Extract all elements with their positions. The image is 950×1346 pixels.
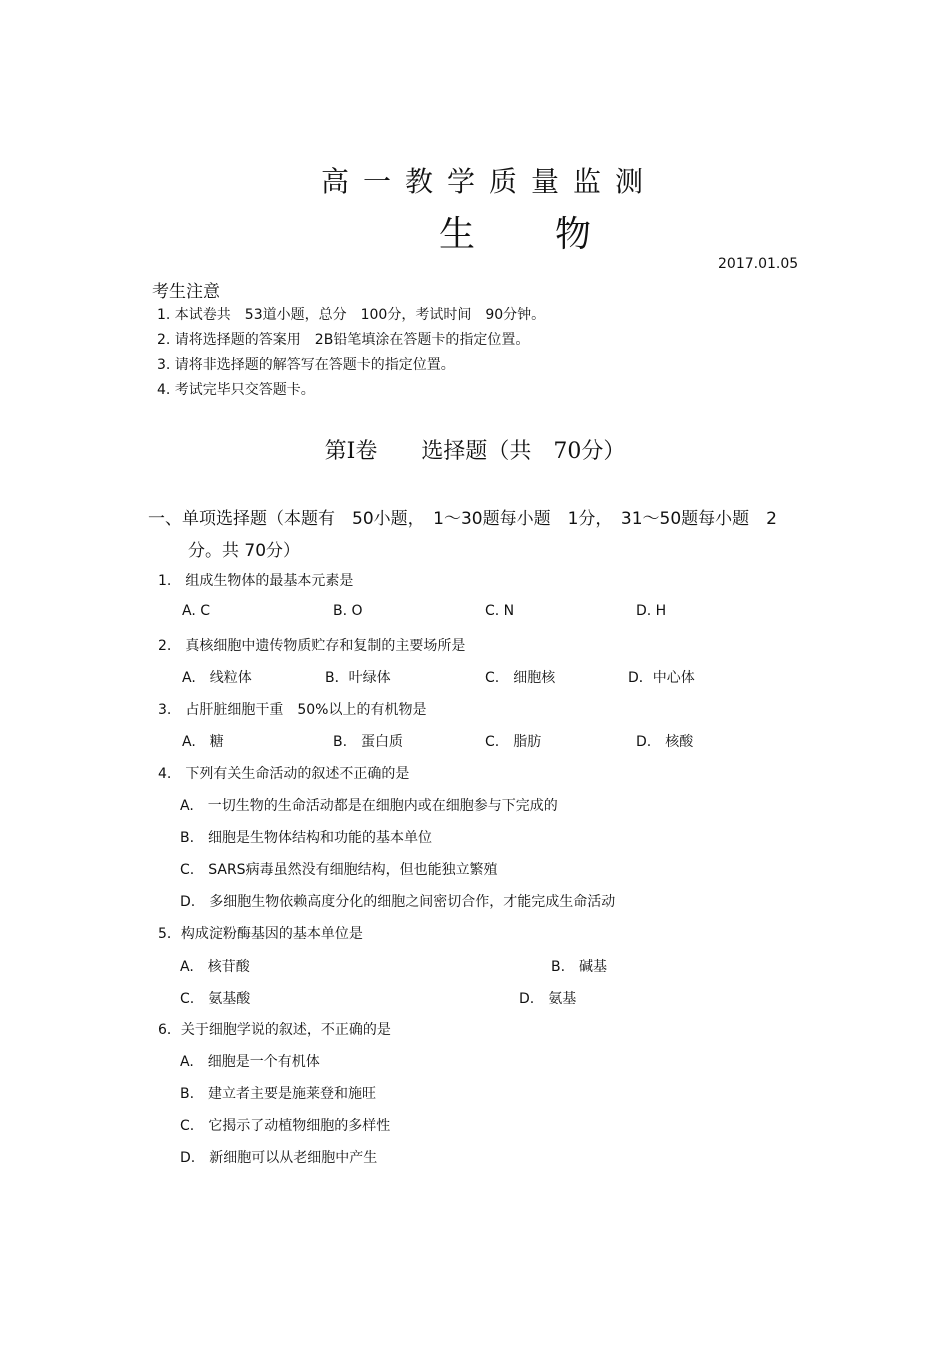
question-stem: 3. 占肝脏细胞干重 50%以上的有机物是 xyxy=(158,702,427,718)
question-stem: 2. 真核细胞中遗传物质贮存和复制的主要场所是 xyxy=(158,638,466,654)
notice-item: 3. 请将非选择题的解答写在答题卡的指定位置。 xyxy=(157,357,455,373)
option-d: D. 核酸 xyxy=(636,734,694,750)
option-a: A. 核苷酸 xyxy=(180,959,250,975)
question-stem: 1. 组成生物体的最基本元素是 xyxy=(158,573,354,589)
exam-date: 2017.01.05 xyxy=(718,256,799,272)
notice-item: 1. 本试卷共 53道小题，总分 100分，考试时间 90分钟。 xyxy=(157,307,546,323)
option-a: A. 线粒体 xyxy=(182,670,252,686)
exam-title: 高一教学质量监测 xyxy=(320,165,657,198)
option-d: D. 氨基 xyxy=(519,991,577,1007)
option-d: D．中心体 xyxy=(628,670,695,686)
option-c: C. 它揭示了动植物细胞的多样性 xyxy=(180,1118,391,1134)
option-b: B. 碱基 xyxy=(551,959,608,975)
section-title: 第Ⅰ卷 选择题（共 70分） xyxy=(324,439,626,464)
option-d: D. 新细胞可以从老细胞中产生 xyxy=(180,1150,378,1166)
option-d: D. 多细胞生物依赖高度分化的细胞之间密切合作，才能完成生命活动 xyxy=(180,894,616,910)
subject-title: 生物 xyxy=(438,214,671,255)
notice-item: 2. 请将选择题的答案用 2B铅笔填涂在答题卡的指定位置。 xyxy=(157,332,530,348)
question-stem: 4. 下列有关生命活动的叙述不正确的是 xyxy=(158,766,410,782)
option-b: B. 建立者主要是施莱登和施旺 xyxy=(180,1086,377,1102)
option-c: C. SARS病毒虽然没有细胞结构，但也能独立繁殖 xyxy=(180,862,498,878)
question-stem: 6．关于细胞学说的叙述，不正确的是 xyxy=(158,1022,391,1038)
option-a: A. 糖 xyxy=(182,734,224,750)
option-b: B．叶绿体 xyxy=(325,670,391,686)
part-heading-continued: 分。共 70分） xyxy=(188,541,301,561)
notice-heading: 考生注意 xyxy=(152,282,220,302)
part-heading: 一、单项选择题（本题有 50小题， 1～30题每小题 1分， 31～50题每小题 2 xyxy=(148,509,777,529)
option-b: B. O xyxy=(333,603,363,619)
option-a: A. 细胞是一个有机体 xyxy=(180,1054,320,1070)
option-b: B. 蛋白质 xyxy=(333,734,404,750)
option-c: C. 氨基酸 xyxy=(180,991,251,1007)
option-b: B. 细胞是生物体结构和功能的基本单位 xyxy=(180,830,433,846)
option-c: C. 脂肪 xyxy=(485,734,542,750)
option-a: A. 一切生物的生命活动都是在细胞内或在细胞参与下完成的 xyxy=(180,798,558,814)
option-a: A. C xyxy=(182,603,211,619)
option-c: C. N xyxy=(485,603,515,619)
question-stem: 5．构成淀粉酶基因的基本单位是 xyxy=(158,926,363,942)
option-c: C. 细胞核 xyxy=(485,670,556,686)
notice-item: 4. 考试完毕只交答题卡。 xyxy=(157,382,315,398)
option-d: D. H xyxy=(636,603,667,619)
